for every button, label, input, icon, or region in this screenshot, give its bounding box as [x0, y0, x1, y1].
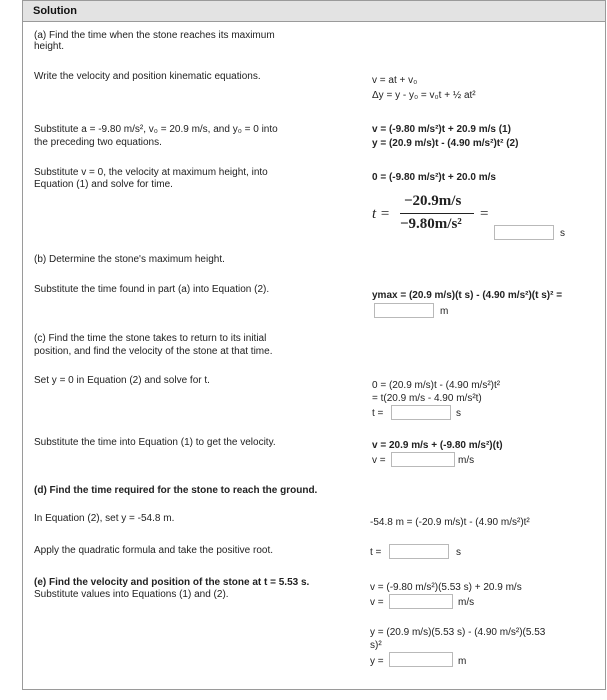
velocity-equation: v = at + v₀	[372, 75, 418, 86]
fraction-numerator: −20.9m/s	[404, 193, 462, 209]
part-c-velocity-equation: v = 20.9 m/s + (-9.80 m/s²)(t)	[372, 440, 503, 451]
t-label-a: t =	[372, 206, 391, 222]
part-e-question-line1: (e) Find the velocity and position of the stone at t = 5.53 s.	[34, 577, 310, 588]
answer-a-time-input[interactable]	[494, 225, 554, 240]
answer-b-unit: m	[440, 306, 449, 317]
answer-e-velocity-input[interactable]	[389, 594, 453, 609]
part-d-question: (d) Find the time required for the stone to reach the ground.	[34, 485, 318, 496]
equation-2: y = (20.9 m/s)t - (4.90 m/s²)t² (2)	[372, 138, 519, 149]
answer-a-unit: s	[560, 228, 565, 239]
part-a-step2-line1: Substitute a = -9.80 m/s², v₀ = 20.9 m/s, and y₀ = 0 into	[34, 124, 278, 135]
answer-c-time-unit: s	[456, 408, 461, 419]
part-a-step3-line2: Equation (1) and solve for time.	[34, 179, 173, 190]
answer-b-height-input[interactable]	[374, 303, 434, 318]
solution-title: Solution	[33, 5, 77, 17]
part-a-question-line1: (a) Find the time when the stone reaches its maximum	[34, 30, 275, 41]
part-c-equation-2: = t(20.9 m/s - 4.90 m/s²t)	[372, 393, 482, 404]
part-a-step1: Write the velocity and position kinematic equations.	[34, 71, 261, 82]
y-label-e: y =	[370, 656, 384, 667]
answer-c-velocity-unit: m/s	[458, 455, 475, 466]
v-label-c: v =	[372, 455, 386, 466]
fraction-bar	[400, 213, 474, 214]
part-e-position-equation-line2: s)²	[370, 640, 382, 651]
part-b-step: Substitute the time found in part (a) into Equation (2).	[34, 284, 270, 295]
answer-c-time-input[interactable]	[391, 405, 451, 420]
fraction-equals: =	[480, 206, 489, 222]
answer-c-velocity-input[interactable]	[391, 452, 455, 467]
solution-header	[22, 0, 606, 22]
answer-d-time-input[interactable]	[389, 544, 449, 559]
part-c-question-line1: (c) Find the time the stone takes to return to its initial	[34, 333, 267, 344]
answer-d-time-unit: s	[456, 547, 461, 558]
part-e-velocity-equation: v = (-9.80 m/s²)(5.53 s) + 20.9 m/s	[370, 582, 522, 593]
position-equation: Δy = y - y₀ = v₀t + ½ at²	[372, 90, 476, 101]
part-d-step1: In Equation (2), set y = -54.8 m.	[34, 513, 175, 524]
equation-1: v = (-9.80 m/s²)t + 20.9 m/s (1)	[372, 124, 511, 135]
fraction-denominator: −9.80m/s²	[400, 216, 462, 232]
t-label-c: t =	[372, 408, 384, 419]
part-c-question-line2: position, and find the velocity of the stone at that time.	[34, 346, 273, 357]
answer-e-position-input[interactable]	[389, 652, 453, 667]
answer-e-position-unit: m	[458, 656, 467, 667]
part-a-step2-line2: the preceding two equations.	[34, 137, 162, 148]
part-d-step2: Apply the quadratic formula and take the positive root.	[34, 545, 274, 556]
part-e-position-equation-line1: y = (20.9 m/s)(5.53 s) - (4.90 m/s²)(5.53	[370, 627, 546, 638]
part-c-step2: Substitute the time into Equation (1) to get the velocity.	[34, 437, 276, 448]
bottom-divider	[38, 689, 606, 690]
part-a-step3-line1: Substitute v = 0, the velocity at maximum height, into	[34, 167, 268, 178]
part-d-equation: -54.8 m = (-20.9 m/s)t - (4.90 m/s²)t²	[370, 517, 530, 528]
v-label-e: v =	[370, 597, 384, 608]
part-e-question-line2: Substitute values into Equations (1) and (2).	[34, 589, 229, 600]
part-a-question-line2: height.	[34, 41, 65, 52]
ymax-equation: ymax = (20.9 m/s)(t s) - (4.90 m/s²)(t s)² =	[372, 290, 563, 301]
answer-e-velocity-unit: m/s	[458, 597, 475, 608]
t-label-d: t =	[370, 547, 382, 558]
part-c-step1: Set y = 0 in Equation (2) and solve for t.	[34, 375, 210, 386]
part-c-equation-1: 0 = (20.9 m/s)t - (4.90 m/s²)t²	[372, 380, 501, 391]
equation-v-zero: 0 = (-9.80 m/s²)t + 20.0 m/s	[372, 172, 496, 183]
part-b-question: (b) Determine the stone's maximum height.	[34, 254, 225, 265]
